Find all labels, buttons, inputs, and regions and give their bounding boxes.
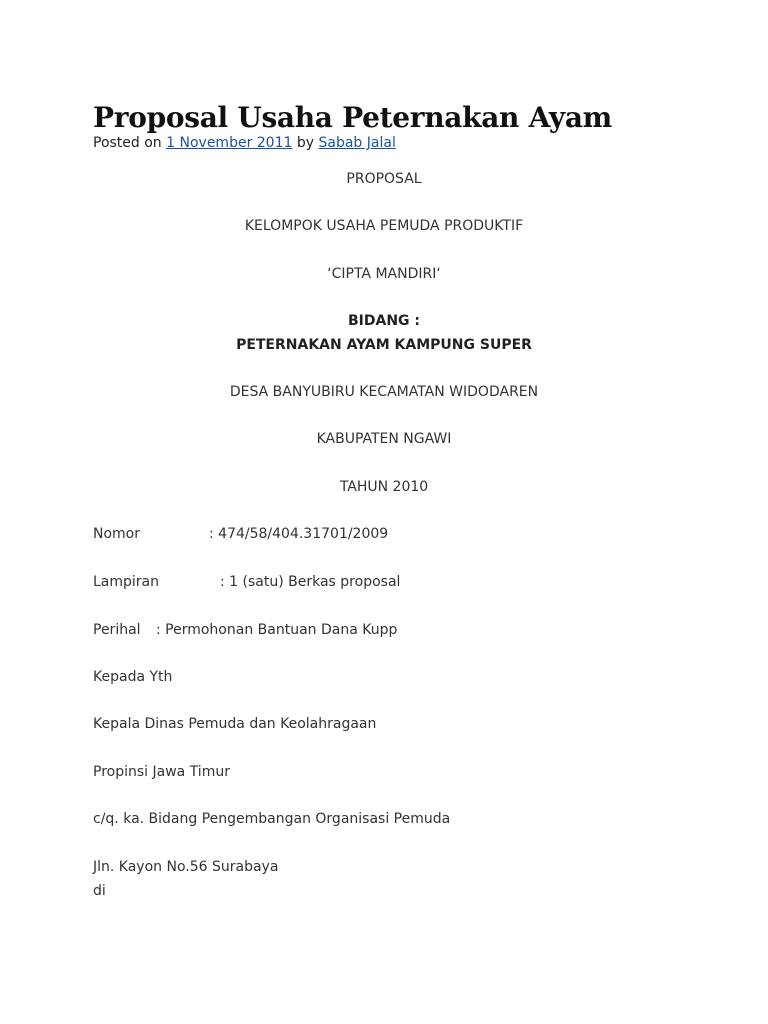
nomor-row [93,525,388,543]
lampiran-row [93,573,400,591]
lampiran-value: : 1 (satu) Berkas proposal [220,574,401,590]
propinsi-line: Propinsi Jawa Timur [93,764,230,780]
lampiran-label: Lampiran [93,574,160,590]
group-name: KELOMPOK USAHA PEMUDA PRODUKTIF [244,218,524,234]
post-date-link[interactable]: 1 November 2011 [166,135,293,151]
kepada-line: Kepada Yth [93,669,173,685]
perihal-row [93,621,397,639]
alamat-line: Jln. Kayon No.56 Surabaya [93,859,279,875]
bidang-value: PETERNAKAN AYAM KAMPUNG SUPER [236,337,532,353]
nomor-label: Nomor [93,526,140,542]
perihal-label: Perihal [93,622,141,638]
post-meta [93,134,396,152]
author-link[interactable]: Sabab Jalal [318,135,396,151]
bidang-label: BIDANG : [347,313,421,329]
kepala-line: Kepala Dinas Pemuda dan Keolahragaan [93,716,377,732]
by-label: by [292,135,319,151]
post-title: Proposal Usaha Peternakan Ayam [93,101,612,134]
tahun-line: TAHUN 2010 [339,479,429,495]
posted-on-label: Posted on [93,135,167,151]
nomor-value: : 474/58/404.31701/2009 [209,526,389,542]
proposal-heading: PROPOSAL [346,171,422,187]
di-line: di [93,883,106,899]
desa-line: DESA BANYUBIRU KECAMATAN WIDODAREN [229,384,539,400]
organization-name: ‘CIPTA MANDIRI‘ [327,266,441,282]
kabupaten-line: KABUPATEN NGAWI [316,431,452,447]
perihal-value: : Permohonan Bantuan Dana Kupp [156,622,398,638]
cq-line: c/q. ka. Bidang Pengembangan Organisasi Pemuda [93,811,451,827]
